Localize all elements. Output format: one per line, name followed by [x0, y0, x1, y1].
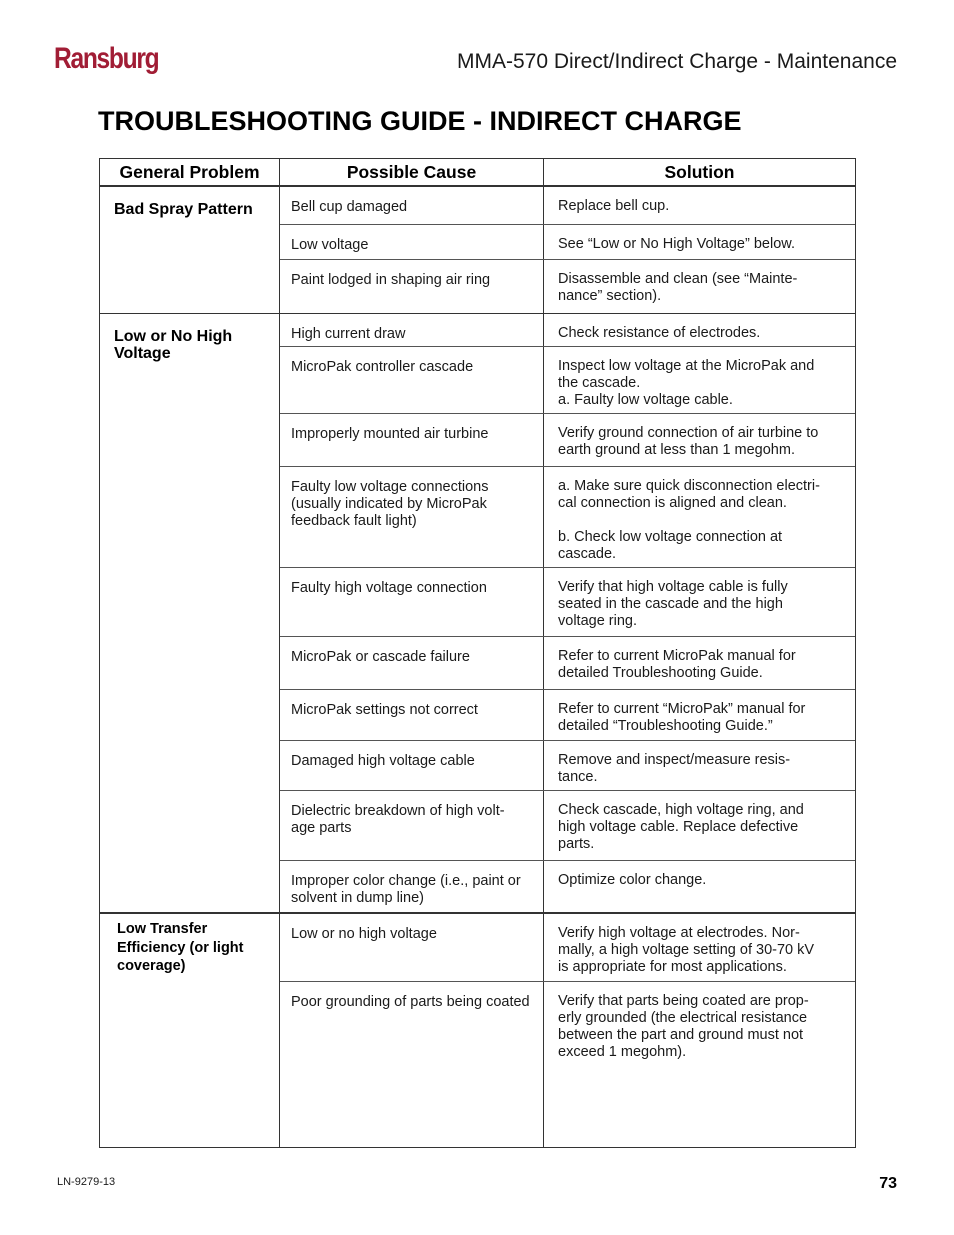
table-row	[280, 637, 855, 690]
table-row	[280, 568, 855, 637]
solution: Check cascade, high voltage ring, and high voltage cable. Replace defective parts.	[558, 802, 804, 852]
table-row	[280, 467, 855, 568]
possible-cause: Low voltage	[280, 225, 544, 259]
possible-cause: High current draw	[280, 314, 544, 346]
possible-cause: MicroPak settings not correct	[280, 690, 544, 740]
table-row	[280, 347, 855, 414]
solution: Verify ground connection of air turbine to earth ground at less than 1 megohm.	[558, 425, 819, 458]
general-problem: Low Transfer Efficiency (or light coverage)	[100, 914, 280, 1147]
page-title: TROUBLESHOOTING GUIDE - INDIRECT CHARGE	[98, 106, 742, 136]
table-row	[280, 690, 855, 741]
solution: Inspect low voltage at the MicroPak and the cascade. a. Faulty low voltage cable.	[558, 358, 815, 408]
problem-group-bad-spray-pattern	[100, 187, 855, 313]
table-row	[280, 225, 855, 260]
solution: Refer to current MicroPak manual for detailed Troubleshooting Guide.	[558, 648, 796, 681]
table-row	[280, 187, 855, 225]
column-header-possible-cause: Possible Cause	[280, 159, 544, 185]
solution: Verify high voltage at electrodes. Nor- mally, a high voltage setting of 30-70 kV is appropriate for most applications.	[558, 925, 815, 975]
table-row	[280, 861, 855, 912]
possible-cause: Damaged high voltage cable	[280, 741, 544, 790]
solution: Verify that high voltage cable is fully seated in the cascade and the high voltage ring.	[558, 579, 788, 629]
possible-cause: Faulty low voltage connections (usually indicated by MicroPak feedback fault light)	[280, 467, 544, 567]
possible-cause: MicroPak controller cascade	[280, 347, 544, 413]
page-number: 73	[879, 1175, 897, 1192]
possible-cause: Improperly mounted air turbine	[280, 414, 544, 466]
solution: See “Low or No High Voltage” below.	[558, 236, 795, 252]
possible-cause: Low or no high voltage	[280, 914, 544, 981]
solution: Refer to current “MicroPak” manual for detailed “Troubleshooting Guide.”	[558, 701, 806, 734]
possible-cause: Poor grounding of parts being coated	[280, 982, 544, 1147]
solution: Verify that parts being coated are prop- erly grounded (the electrical resistance between the part and ground must not exceed 1 megohm).	[558, 993, 809, 1060]
table-row	[280, 314, 855, 347]
table-row	[280, 914, 855, 982]
problem-group-low-or-no-high-voltage	[100, 313, 855, 912]
possible-cause: MicroPak or cascade failure	[280, 637, 544, 689]
brand-logo: Ransburg	[54, 42, 159, 75]
solution: Check resistance of electrodes.	[558, 325, 761, 341]
column-header-solution: Solution	[664, 161, 735, 182]
solution: Replace bell cup.	[558, 198, 670, 214]
general-problem: Bad Spray Pattern	[100, 187, 280, 313]
possible-cause: Bell cup damaged	[280, 187, 544, 224]
solution: Remove and inspect/measure resis- tance.	[558, 752, 791, 785]
problem-group-low-transfer-efficiency	[100, 912, 855, 1147]
solution: Disassemble and clean (see “Mainte- nance” section).	[558, 271, 798, 304]
table-row	[280, 982, 855, 1147]
general-problem: Low or No High Voltage	[100, 314, 280, 912]
column-header-general-problem: General Problem	[100, 159, 280, 185]
solution: Optimize color change.	[558, 872, 707, 888]
table-row	[280, 260, 855, 313]
troubleshooting-table	[99, 158, 856, 1148]
document-number: LN-9279-13	[57, 1176, 116, 1188]
possible-cause: Improper color change (i.e., paint or solvent in dump line)	[280, 861, 544, 912]
table-row	[280, 414, 855, 467]
table-row	[280, 741, 855, 791]
table-header	[100, 159, 855, 187]
solution: a. Make sure quick disconnection electri- cal connection is aligned and clean. b. Check low voltage connection at cascade.	[558, 478, 820, 562]
header-title: MMA-570 Direct/Indirect Charge - Maintenance	[456, 50, 897, 73]
possible-cause: Dielectric breakdown of high volt- age parts	[280, 791, 544, 860]
possible-cause: Faulty high voltage connection	[280, 568, 544, 636]
table-row	[280, 791, 855, 861]
possible-cause: Paint lodged in shaping air ring	[280, 260, 544, 313]
